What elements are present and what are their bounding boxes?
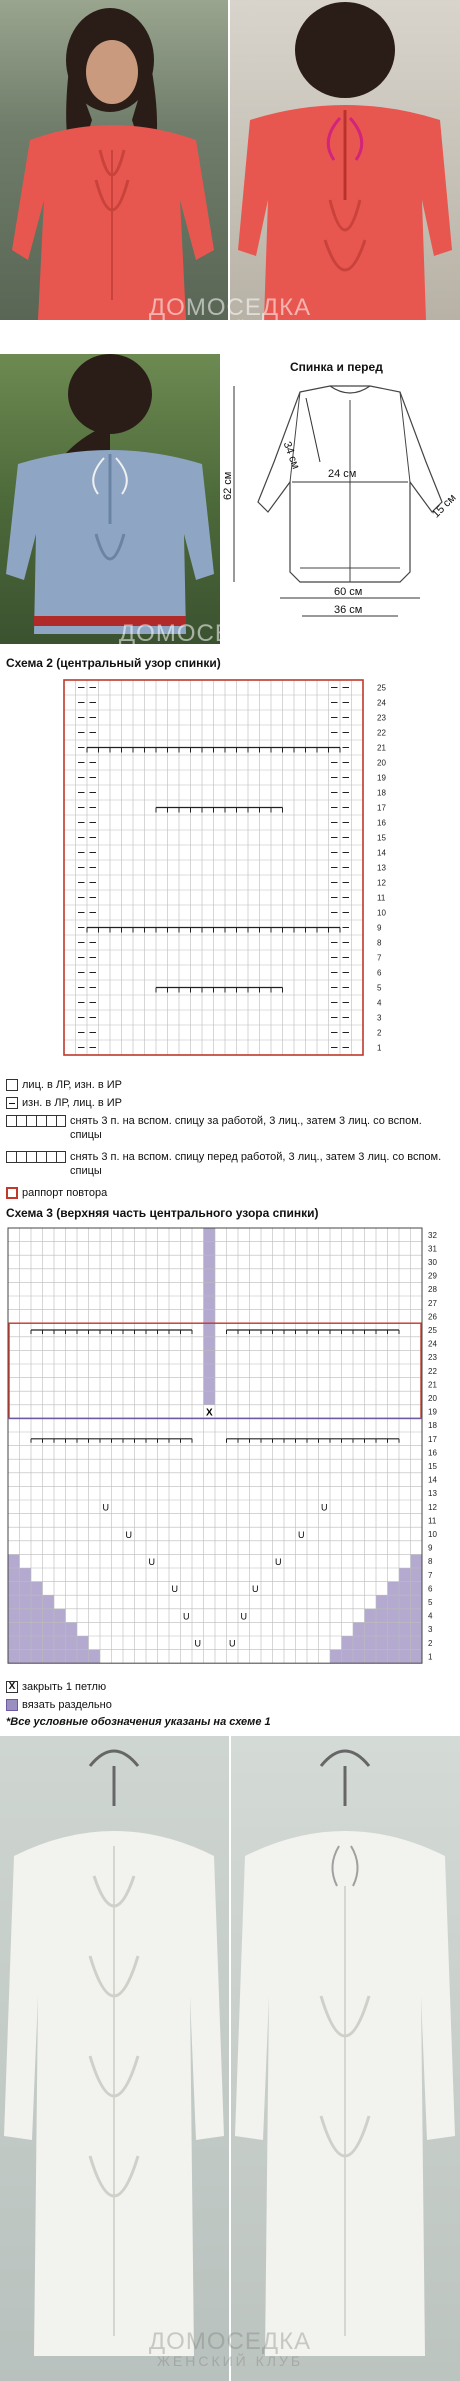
svg-text:8: 8 xyxy=(428,1557,433,1567)
dim-height: 62 см xyxy=(222,471,234,500)
svg-text:9: 9 xyxy=(377,923,382,933)
svg-text:1: 1 xyxy=(428,1652,433,1662)
svg-text:22: 22 xyxy=(377,728,386,738)
legend1-item-knit: лиц. в ЛР, изн. в ИР xyxy=(6,1078,122,1092)
svg-text:18: 18 xyxy=(377,788,386,798)
svg-text:28: 28 xyxy=(428,1285,437,1295)
svg-text:19: 19 xyxy=(428,1407,437,1417)
photo-coral-front xyxy=(0,0,228,320)
svg-text:2: 2 xyxy=(428,1638,433,1648)
svg-text:8: 8 xyxy=(377,938,382,948)
svg-text:6: 6 xyxy=(377,968,382,978)
svg-text:21: 21 xyxy=(377,743,386,753)
svg-text:5: 5 xyxy=(428,1598,433,1607)
svg-text:21: 21 xyxy=(428,1380,437,1390)
svg-text:14: 14 xyxy=(428,1475,437,1485)
cable-front-symbol-icon xyxy=(6,1151,66,1163)
svg-text:U: U xyxy=(275,1557,282,1567)
knit-symbol-icon xyxy=(6,1079,18,1091)
svg-text:3: 3 xyxy=(377,1013,382,1023)
svg-text:13: 13 xyxy=(377,863,386,873)
svg-text:20: 20 xyxy=(377,758,386,768)
chart3-title: Схема 3 (верхняя часть центрального узора спинки) xyxy=(6,1206,319,1220)
svg-text:24: 24 xyxy=(428,1339,437,1349)
svg-text:25: 25 xyxy=(428,1326,437,1335)
svg-text:5: 5 xyxy=(377,983,382,993)
svg-text:U: U xyxy=(240,1611,247,1622)
photo-blue-back xyxy=(0,354,220,644)
photo-white-back xyxy=(231,1736,460,2381)
separate-symbol-icon xyxy=(6,1699,18,1711)
svg-text:14: 14 xyxy=(377,848,386,858)
svg-text:3: 3 xyxy=(428,1625,433,1635)
white-sweater-front-image xyxy=(0,1736,229,2381)
svg-text:32: 32 xyxy=(428,1230,437,1240)
svg-text:11: 11 xyxy=(428,1516,437,1526)
svg-text:1: 1 xyxy=(377,1043,382,1053)
svg-text:12: 12 xyxy=(428,1502,437,1512)
repeat-symbol-icon xyxy=(6,1187,18,1199)
svg-text:U: U xyxy=(229,1638,236,1649)
svg-text:6: 6 xyxy=(428,1584,433,1594)
svg-text:10: 10 xyxy=(377,908,386,918)
svg-text:29: 29 xyxy=(428,1271,437,1281)
purl-symbol-icon xyxy=(6,1097,18,1109)
footnote: *Все условные обозначения указаны на схеме 1 xyxy=(6,1716,271,1728)
watermark-3: ДОМОСЕДКА ЖЕНСКИЙ КЛУБ xyxy=(148,2328,312,2369)
dim-hem: 36 см xyxy=(334,604,363,616)
bindoff-symbol-icon: X xyxy=(6,1681,18,1693)
svg-text:16: 16 xyxy=(377,818,386,828)
svg-text:U: U xyxy=(102,1502,109,1513)
svg-text:U: U xyxy=(298,1529,305,1540)
legend2-item-bindoff: X закрыть 1 петлю xyxy=(6,1680,106,1694)
svg-text:23: 23 xyxy=(428,1353,437,1363)
svg-text:25: 25 xyxy=(377,683,386,693)
svg-text:15: 15 xyxy=(377,833,386,843)
svg-text:4: 4 xyxy=(428,1611,433,1621)
legend1-item-cable-back: снять 3 п. на вспом. спицу за работой, 3 лиц., затем 3 лиц. со вспом. спицы xyxy=(6,1114,446,1142)
svg-text:7: 7 xyxy=(428,1570,433,1580)
chart3-grid xyxy=(6,1226,450,1674)
svg-text:15: 15 xyxy=(428,1462,437,1471)
svg-text:16: 16 xyxy=(428,1448,437,1458)
photo-coral-back xyxy=(230,0,460,320)
svg-text:U: U xyxy=(183,1611,190,1622)
svg-text:18: 18 xyxy=(428,1421,437,1431)
svg-text:30: 30 xyxy=(428,1258,437,1267)
blue-sweater-back-image xyxy=(0,354,220,644)
svg-text:U: U xyxy=(148,1557,155,1567)
chart2-title: Схема 2 (центральный узор спинки) xyxy=(6,656,221,670)
svg-text:9: 9 xyxy=(428,1543,433,1553)
coral-sweater-front-image xyxy=(0,0,228,320)
svg-text:17: 17 xyxy=(428,1434,437,1444)
svg-text:U: U xyxy=(125,1529,132,1540)
svg-text:X: X xyxy=(206,1407,213,1419)
dim-raglan: 34 см xyxy=(280,440,302,471)
svg-text:27: 27 xyxy=(428,1298,437,1308)
dim-sleeve: 15 см xyxy=(430,491,459,521)
legend1-item-repeat: раппорт повтора xyxy=(6,1186,107,1200)
svg-text:12: 12 xyxy=(377,878,386,888)
svg-text:24: 24 xyxy=(377,698,386,708)
coral-sweater-back-image xyxy=(230,0,460,320)
legend1-item-purl: изн. в ЛР, лиц. в ИР xyxy=(6,1096,122,1110)
svg-text:17: 17 xyxy=(377,803,386,813)
svg-text:U: U xyxy=(194,1638,201,1649)
dim-armhole: 24 см xyxy=(328,468,357,480)
svg-text:19: 19 xyxy=(377,773,386,783)
white-sweater-back-image xyxy=(231,1736,460,2381)
svg-text:U: U xyxy=(252,1584,259,1595)
legend2-item-separate: вязать раздельно xyxy=(6,1698,112,1712)
svg-text:4: 4 xyxy=(377,998,382,1008)
svg-text:26: 26 xyxy=(428,1312,437,1322)
watermark-1: ДОМОСЕДКА ЖЕНСКИЙ КЛУБ xyxy=(148,294,312,335)
svg-text:U: U xyxy=(171,1584,178,1595)
svg-text:7: 7 xyxy=(377,953,382,963)
photo-white-front xyxy=(0,1736,229,2381)
watermark-2: ДОМОСЕДКА ЖЕНСКИЙ КЛУБ xyxy=(118,620,282,661)
schematic-title: Спинка и перед xyxy=(290,360,383,374)
legend1-item-cable-front: снять 3 п. на вспом. спицу перед работой, 3 лиц., затем 3 лиц. со вспом. спицы xyxy=(6,1150,446,1178)
svg-text:2: 2 xyxy=(377,1028,382,1038)
svg-text:U: U xyxy=(321,1502,328,1513)
svg-text:10: 10 xyxy=(428,1530,437,1539)
svg-text:11: 11 xyxy=(377,893,386,903)
dim-width: 60 см xyxy=(334,586,363,598)
svg-text:13: 13 xyxy=(428,1489,437,1499)
cable-back-symbol-icon xyxy=(6,1115,66,1127)
chart2-grid xyxy=(60,676,450,1066)
svg-text:31: 31 xyxy=(428,1244,437,1254)
svg-text:23: 23 xyxy=(377,713,386,723)
svg-text:20: 20 xyxy=(428,1394,437,1403)
svg-text:22: 22 xyxy=(428,1366,437,1376)
